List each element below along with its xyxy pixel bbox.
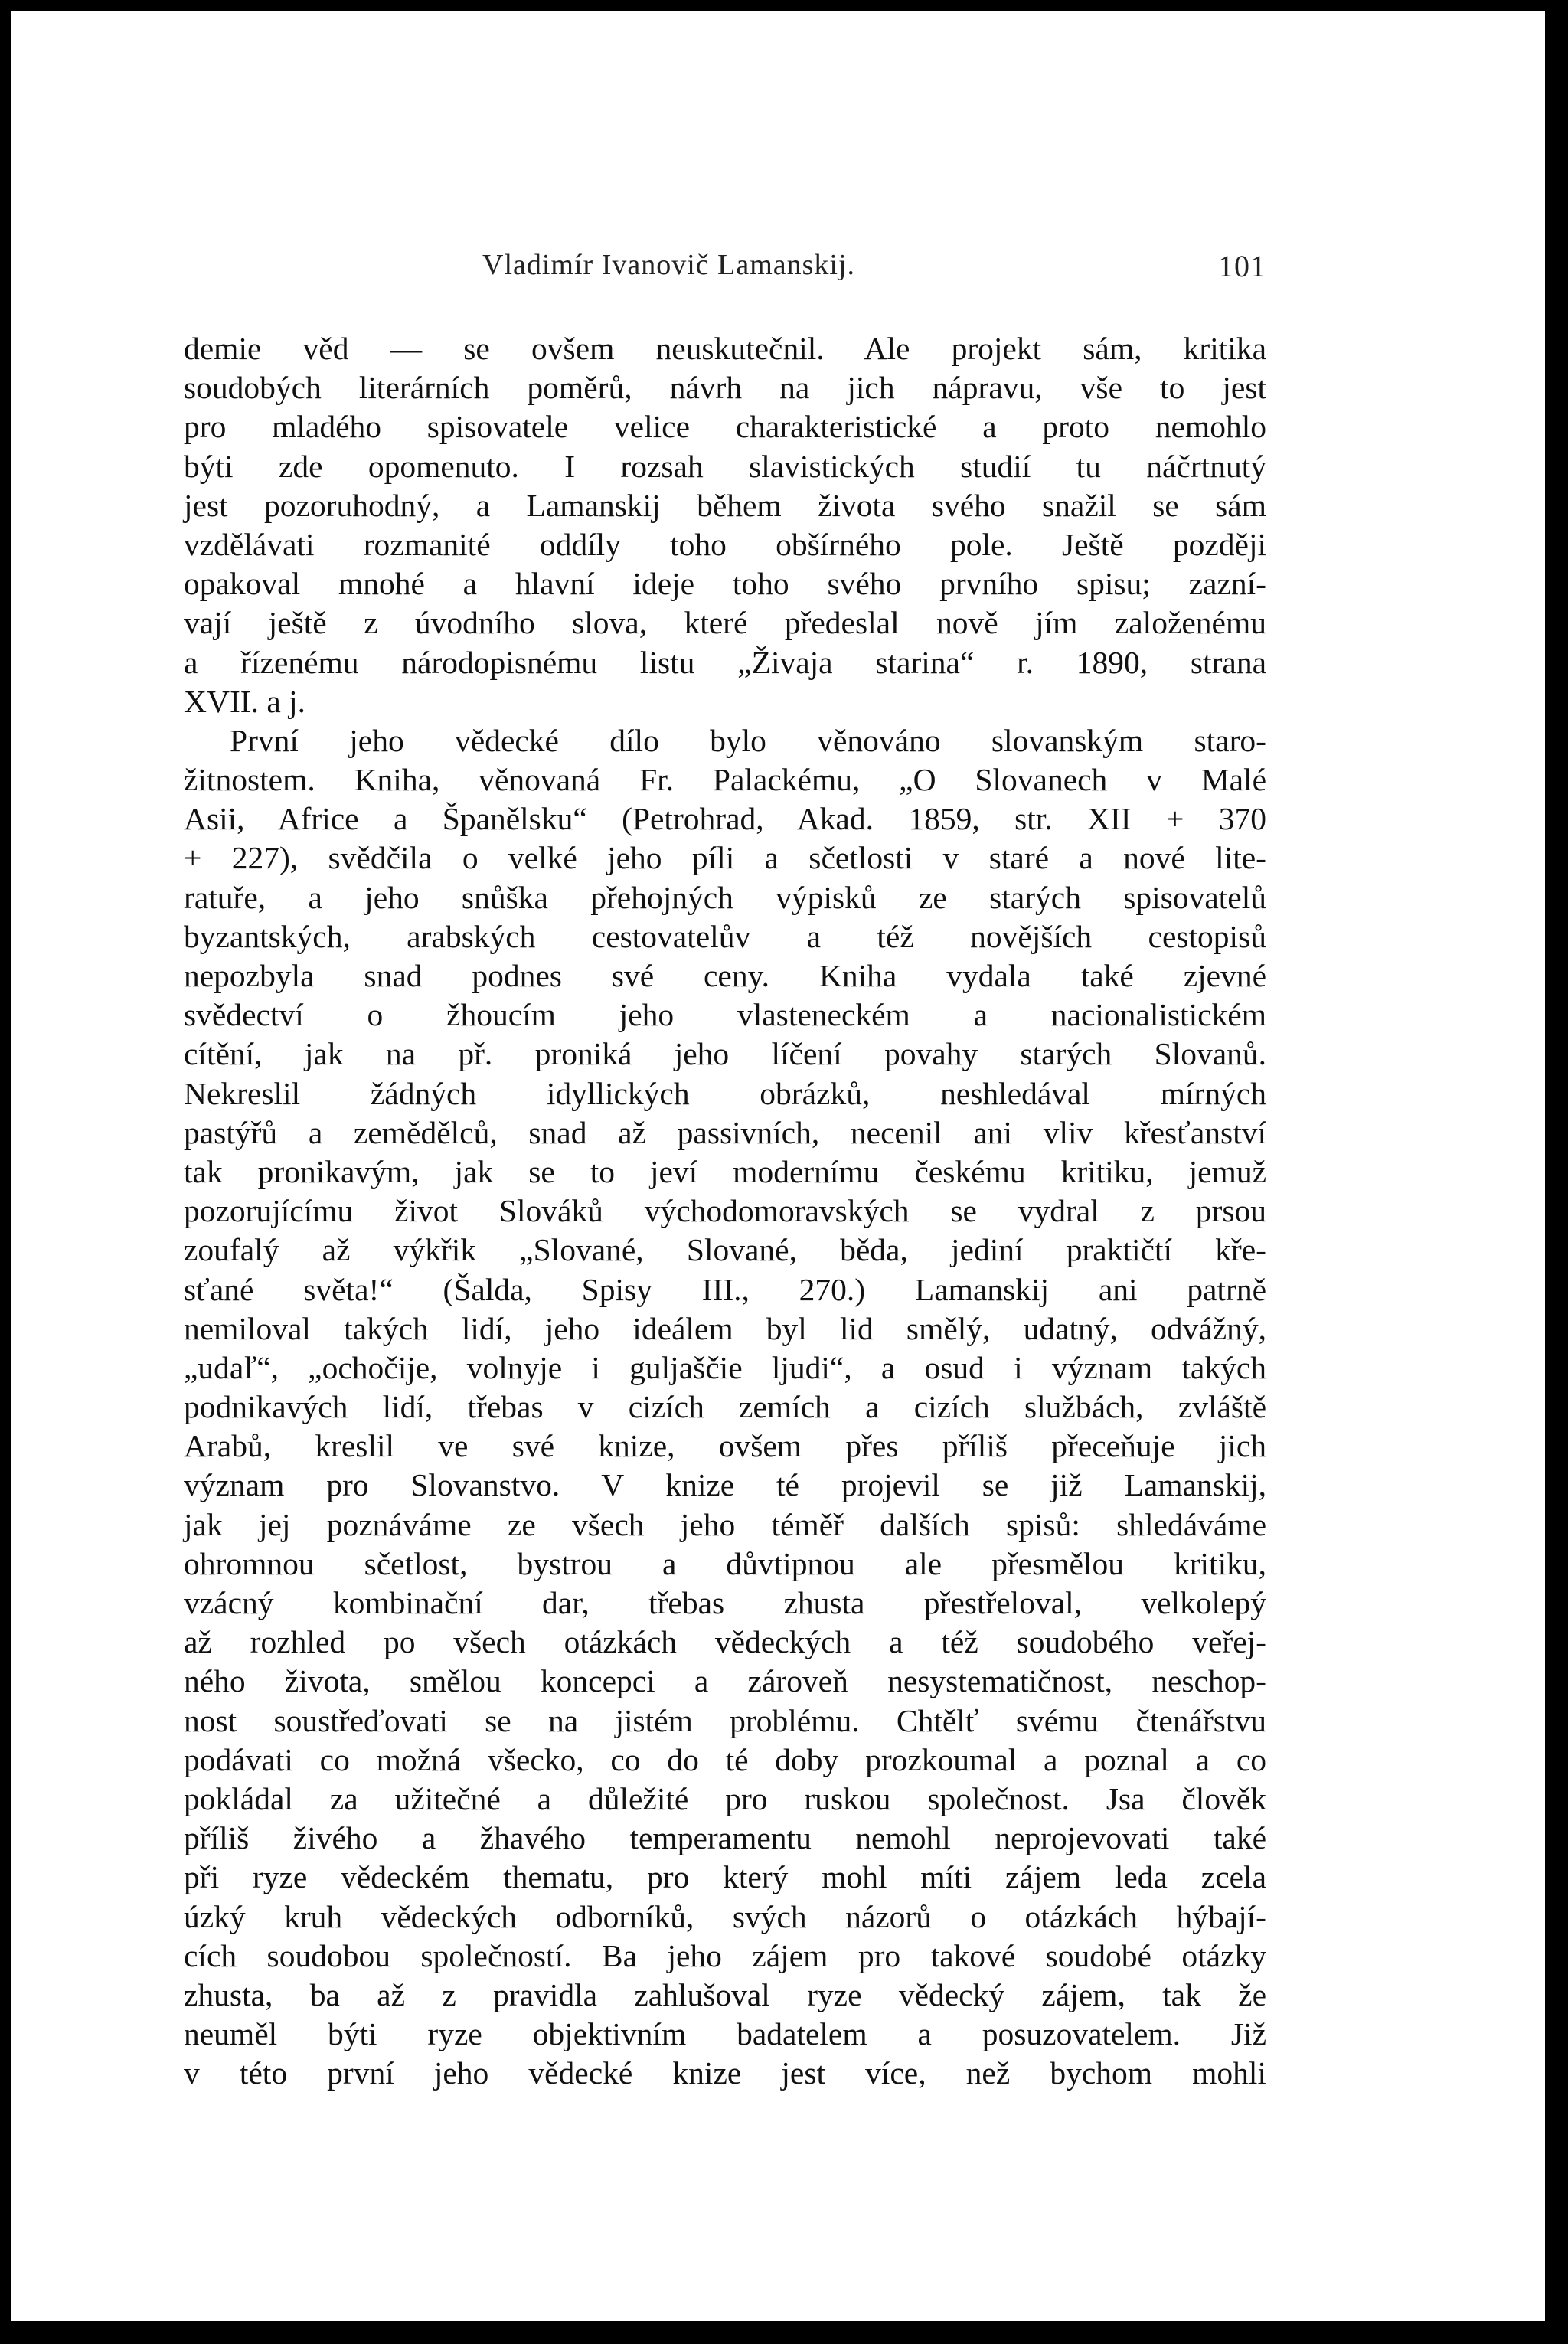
- text-line: příliš živého a žhavého temperamentu nemohl neprojevovati také: [184, 1820, 1266, 1856]
- text-line: vají ještě z úvodního slova, které předeslal nově jím založenému: [184, 605, 1266, 641]
- text-line: opakoval mnohé a hlavní ideje toho svého prvního spisu; zazní-: [184, 566, 1266, 602]
- text-line: Asii, Africe a Španělsku“ (Petrohrad, Akad. 1859, str. XII + 370: [184, 801, 1266, 837]
- text-line: vzdělávati rozmanité oddíly toho obšírného pole. Ještě později: [184, 526, 1266, 562]
- text-line: nemiloval takých lidí, jeho ideálem byl lid smělý, udatný, odvážný,: [184, 1310, 1266, 1346]
- text-line: zhusta, ba až z pravidla zahlušoval ryze vědecký zájem, tak že: [184, 1976, 1266, 2012]
- text-line: sťané světa!“ (Šalda, Spisy III., 270.) Lamanskij ani patrně: [184, 1271, 1266, 1307]
- text-line: byzantských, arabských cestovatelův a též novějších cestopisů: [184, 918, 1266, 954]
- text-line: nepozbyla snad podnes své ceny. Kniha vydala také zjevné: [184, 958, 1266, 993]
- text-line: v této první jeho vědecké knize jest více, než bychom mohli: [184, 2055, 1266, 2091]
- text-line: svědectví o žhoucím jeho vlasteneckém a nacionalistickém: [184, 997, 1266, 1033]
- text-line: nost soustřeďovati se na jistém problému. Chtělť svému čtenářstvu: [184, 1702, 1266, 1738]
- text-line: býti zde opomenuto. I rozsah slavistických studií tu náčrtnutý: [184, 448, 1266, 484]
- text-line: zoufalý až výkřik „Slované, Slované, běda, jediní praktičtí kře-: [184, 1232, 1266, 1268]
- text-line: pokládal za užitečné a důležité pro ruskou společnost. Jsa člověk: [184, 1780, 1266, 1816]
- text-line: XVII. a j.: [184, 683, 306, 719]
- text-line: jest pozoruhodný, a Lamanskij během života svého snažil se sám: [184, 487, 1266, 523]
- text-line: ného života, smělou koncepci a zároveň nesystematičnost, neschop-: [184, 1663, 1266, 1699]
- text-line: význam pro Slovanstvo. V knize té projevil se již Lamanskij,: [184, 1467, 1266, 1503]
- running-title: Vladimír Ivanovič Lamanskij.: [482, 249, 856, 281]
- text-line: žitnostem. Kniha, věnovaná Fr. Palackému, „O Slovanech v Malé: [184, 762, 1266, 798]
- text-line: pro mladého spisovatele velice charakteristické a proto nemohlo: [184, 409, 1266, 445]
- text-line: „udaľ“, „ochočije, volnyje i guljaščie ljudi“, a osud i význam takých: [184, 1349, 1266, 1385]
- text-line: vzácný kombinační dar, třebas zhusta přestřeloval, velkolepý: [184, 1585, 1266, 1620]
- text-line: podávati co možná všecko, co do té doby prozkoumal a poznal a co: [184, 1741, 1266, 1777]
- text-line: + 227), svědčila o velké jeho píli a sčetlosti v staré a nové lite-: [184, 840, 1266, 876]
- text-line: ratuře, a jeho snůška přehojných výpisků ze starých spisovatelů: [184, 879, 1266, 915]
- text-line: cích soudobou společností. Ba jeho zájem pro takové soudobé otázky: [184, 1937, 1266, 1973]
- paragraph-first-line: První jeho vědecké dílo bylo věnováno slovanským staro-: [230, 722, 1266, 758]
- text-line: při ryze vědeckém thematu, pro který mohl míti zájem leda zcela: [184, 1859, 1266, 1895]
- text-line: cítění, jak na př. proniká jeho líčení povahy starých Slovanů.: [184, 1036, 1266, 1072]
- body-text: [184, 329, 1266, 2093]
- text-line: ohromnou sčetlost, bystrou a důvtipnou ale přesmělou kritiku,: [184, 1545, 1266, 1581]
- text-line: tak pronikavým, jak se to jeví modernímu českému kritiku, jemuž: [184, 1153, 1266, 1189]
- text-line: a řízenému národopisnému listu „Živaja starina“ r. 1890, strana: [184, 644, 1266, 680]
- text-line: pastýřů a zemědělců, snad až passivních, necenil ani vliv křesťanství: [184, 1114, 1266, 1150]
- text-line: soudobých literárních poměrů, návrh na jich nápravu, vše to jest: [184, 370, 1266, 406]
- text-line: pozorujícímu život Slováků východomoravských se vydral z prsou: [184, 1193, 1266, 1229]
- text-line: neuměl býti ryze objektivním badatelem a posuzovatelem. Již: [184, 2016, 1266, 2052]
- book-page: [184, 248, 1266, 2093]
- text-line: demie věd — se ovšem neuskutečnil. Ale projekt sám, kritika: [184, 331, 1266, 366]
- text-line: jak jej poznáváme ze všech jeho téměř dalších spisů: shledáváme: [184, 1506, 1266, 1542]
- text-line: Nekreslil žádných idyllických obrázků, neshledával mírných: [184, 1075, 1266, 1111]
- text-line: až rozhled po všech otázkách vědeckých a též soudobého veřej-: [184, 1624, 1266, 1660]
- running-head: [184, 248, 1266, 294]
- text-line: Arabů, kreslil ve své knize, ovšem přes příliš přeceňuje jich: [184, 1428, 1266, 1464]
- text-line: úzký kruh vědeckých odborníků, svých názorů o otázkách hýbají-: [184, 1898, 1266, 1934]
- text-line: podnikavých lidí, třebas v cizích zemích a cizích službách, zvláště: [184, 1389, 1266, 1425]
- page-number: 101: [1218, 249, 1266, 283]
